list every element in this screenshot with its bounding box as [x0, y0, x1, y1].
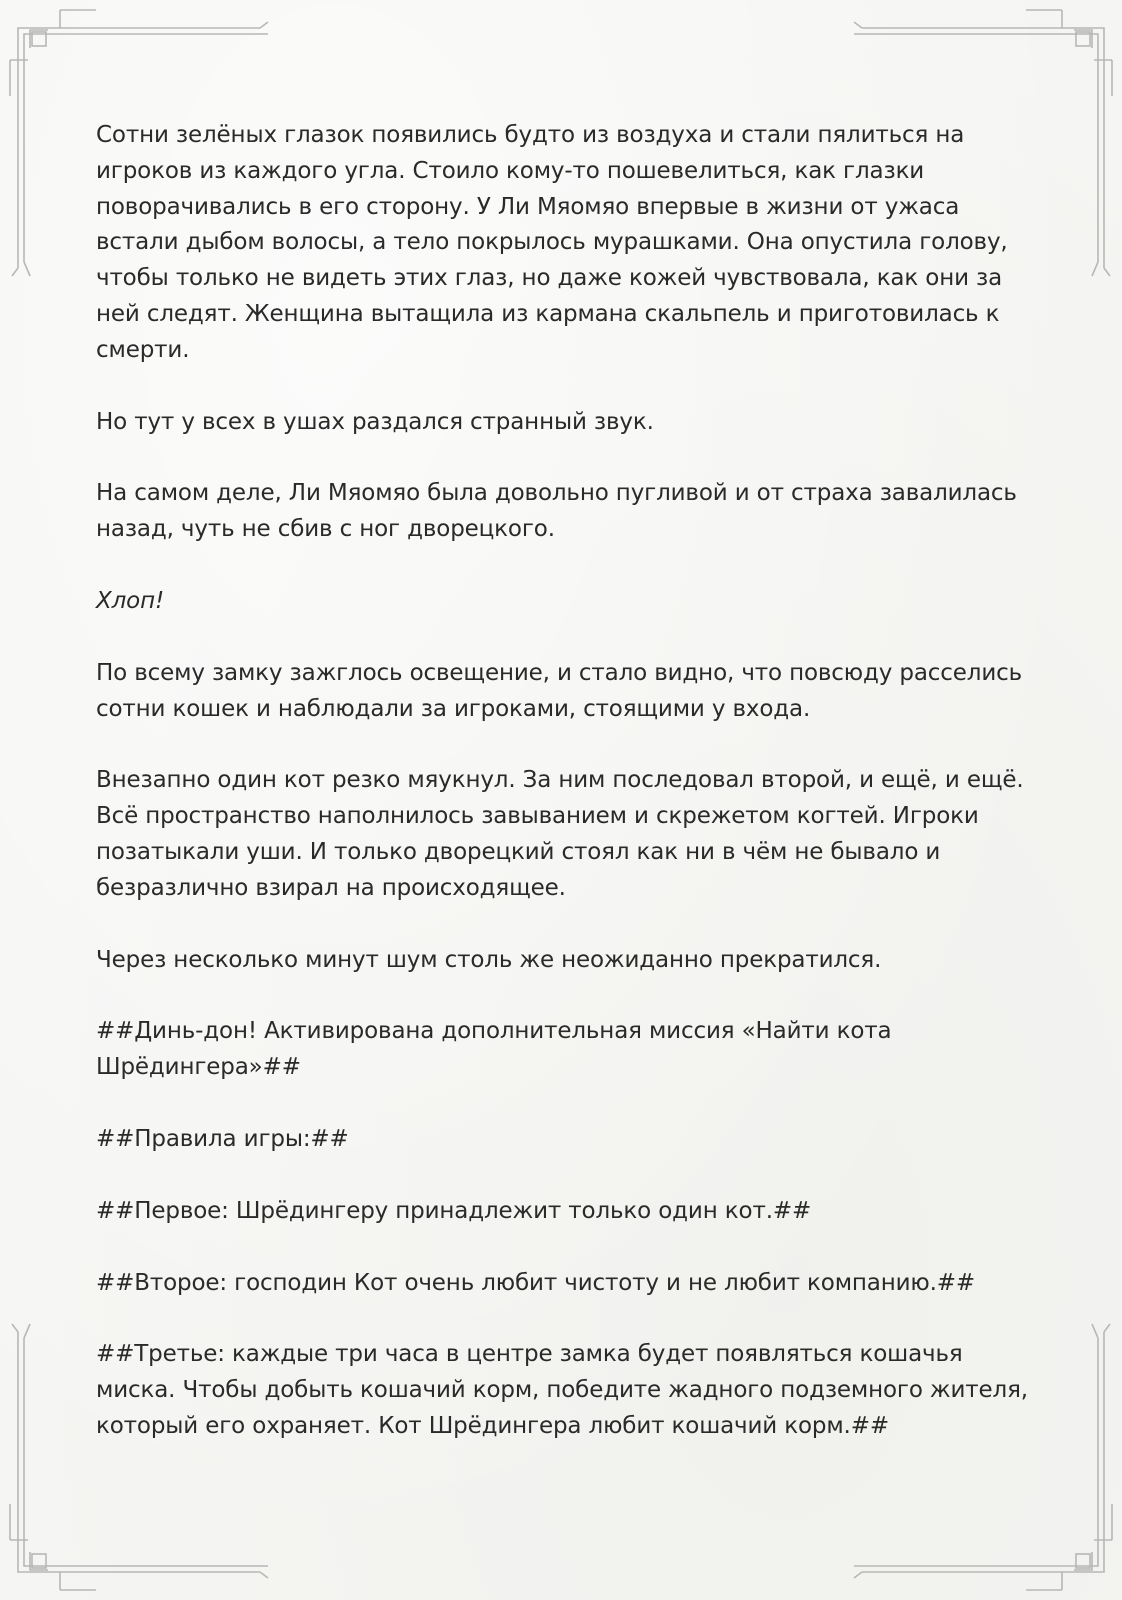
paragraph: Но тут у всех в ушах раздался странный звук. — [96, 408, 654, 435]
paragraph: Внезапно один кот резко мяукнул. За ним последовал второй, и ещё, и ещё. Всё пространство наполнилось завыванием и скрежетом когтей. Игроки позатыкали уши. И только дворецкий стоял как ни в чём не бывало и безразлично взирал на происходящее. — [96, 767, 1024, 901]
paragraph: Сотни зелёных глазок появились будто из воздуха и стали пялиться на игроков из каждого угла. Стоило кому-то пошевелиться, как глазки поворачивались в его сторону. У Ли Мяомяо впервые в жизни от ужаса встали дыбом волосы, а тело покрылось мурашками. Она опустила голову, чтобы только не видеть этих глаз, но даже кожей чувствовала, как они за ней следят. Женщина вытащила из кармана скальпель и приготовилась к смерти. — [96, 122, 1008, 363]
system-message: ##Третье: каждые три часа в центре замка будет появляться кошачья миска. Чтобы добыть кошачий корм, победите жадного подземного жителя, который его охраняет. Кот Шрёдингера любит кошачий корм.## — [96, 1341, 1028, 1439]
system-message: ##Правила игры:## — [96, 1125, 349, 1152]
paragraph: На самом деле, Ли Мяомяо была довольно пугливой и от страха завалилась назад, чуть не сбив с ног дворецкого. — [96, 480, 1017, 543]
paragraph: По всему замку зажглось освещение, и стало видно, что повсюду расселись сотни кошек и наблюдали за игроками, стоящими у входа. — [96, 659, 1023, 722]
system-message: ##Второе: господин Кот очень любит чистоту и не любит компанию.## — [96, 1269, 976, 1296]
document-body — [96, 118, 1036, 1481]
paragraph-sound-effect: Хлоп! — [96, 587, 165, 614]
paragraph: Через несколько минут шум столь же неожиданно прекратился. — [96, 946, 882, 973]
system-message: ##Первое: Шрёдингеру принадлежит только один кот.## — [96, 1197, 812, 1224]
system-message: ##Динь-дон! Активирована дополнительная миссия «Найти кота Шрёдингера»## — [96, 1018, 892, 1081]
